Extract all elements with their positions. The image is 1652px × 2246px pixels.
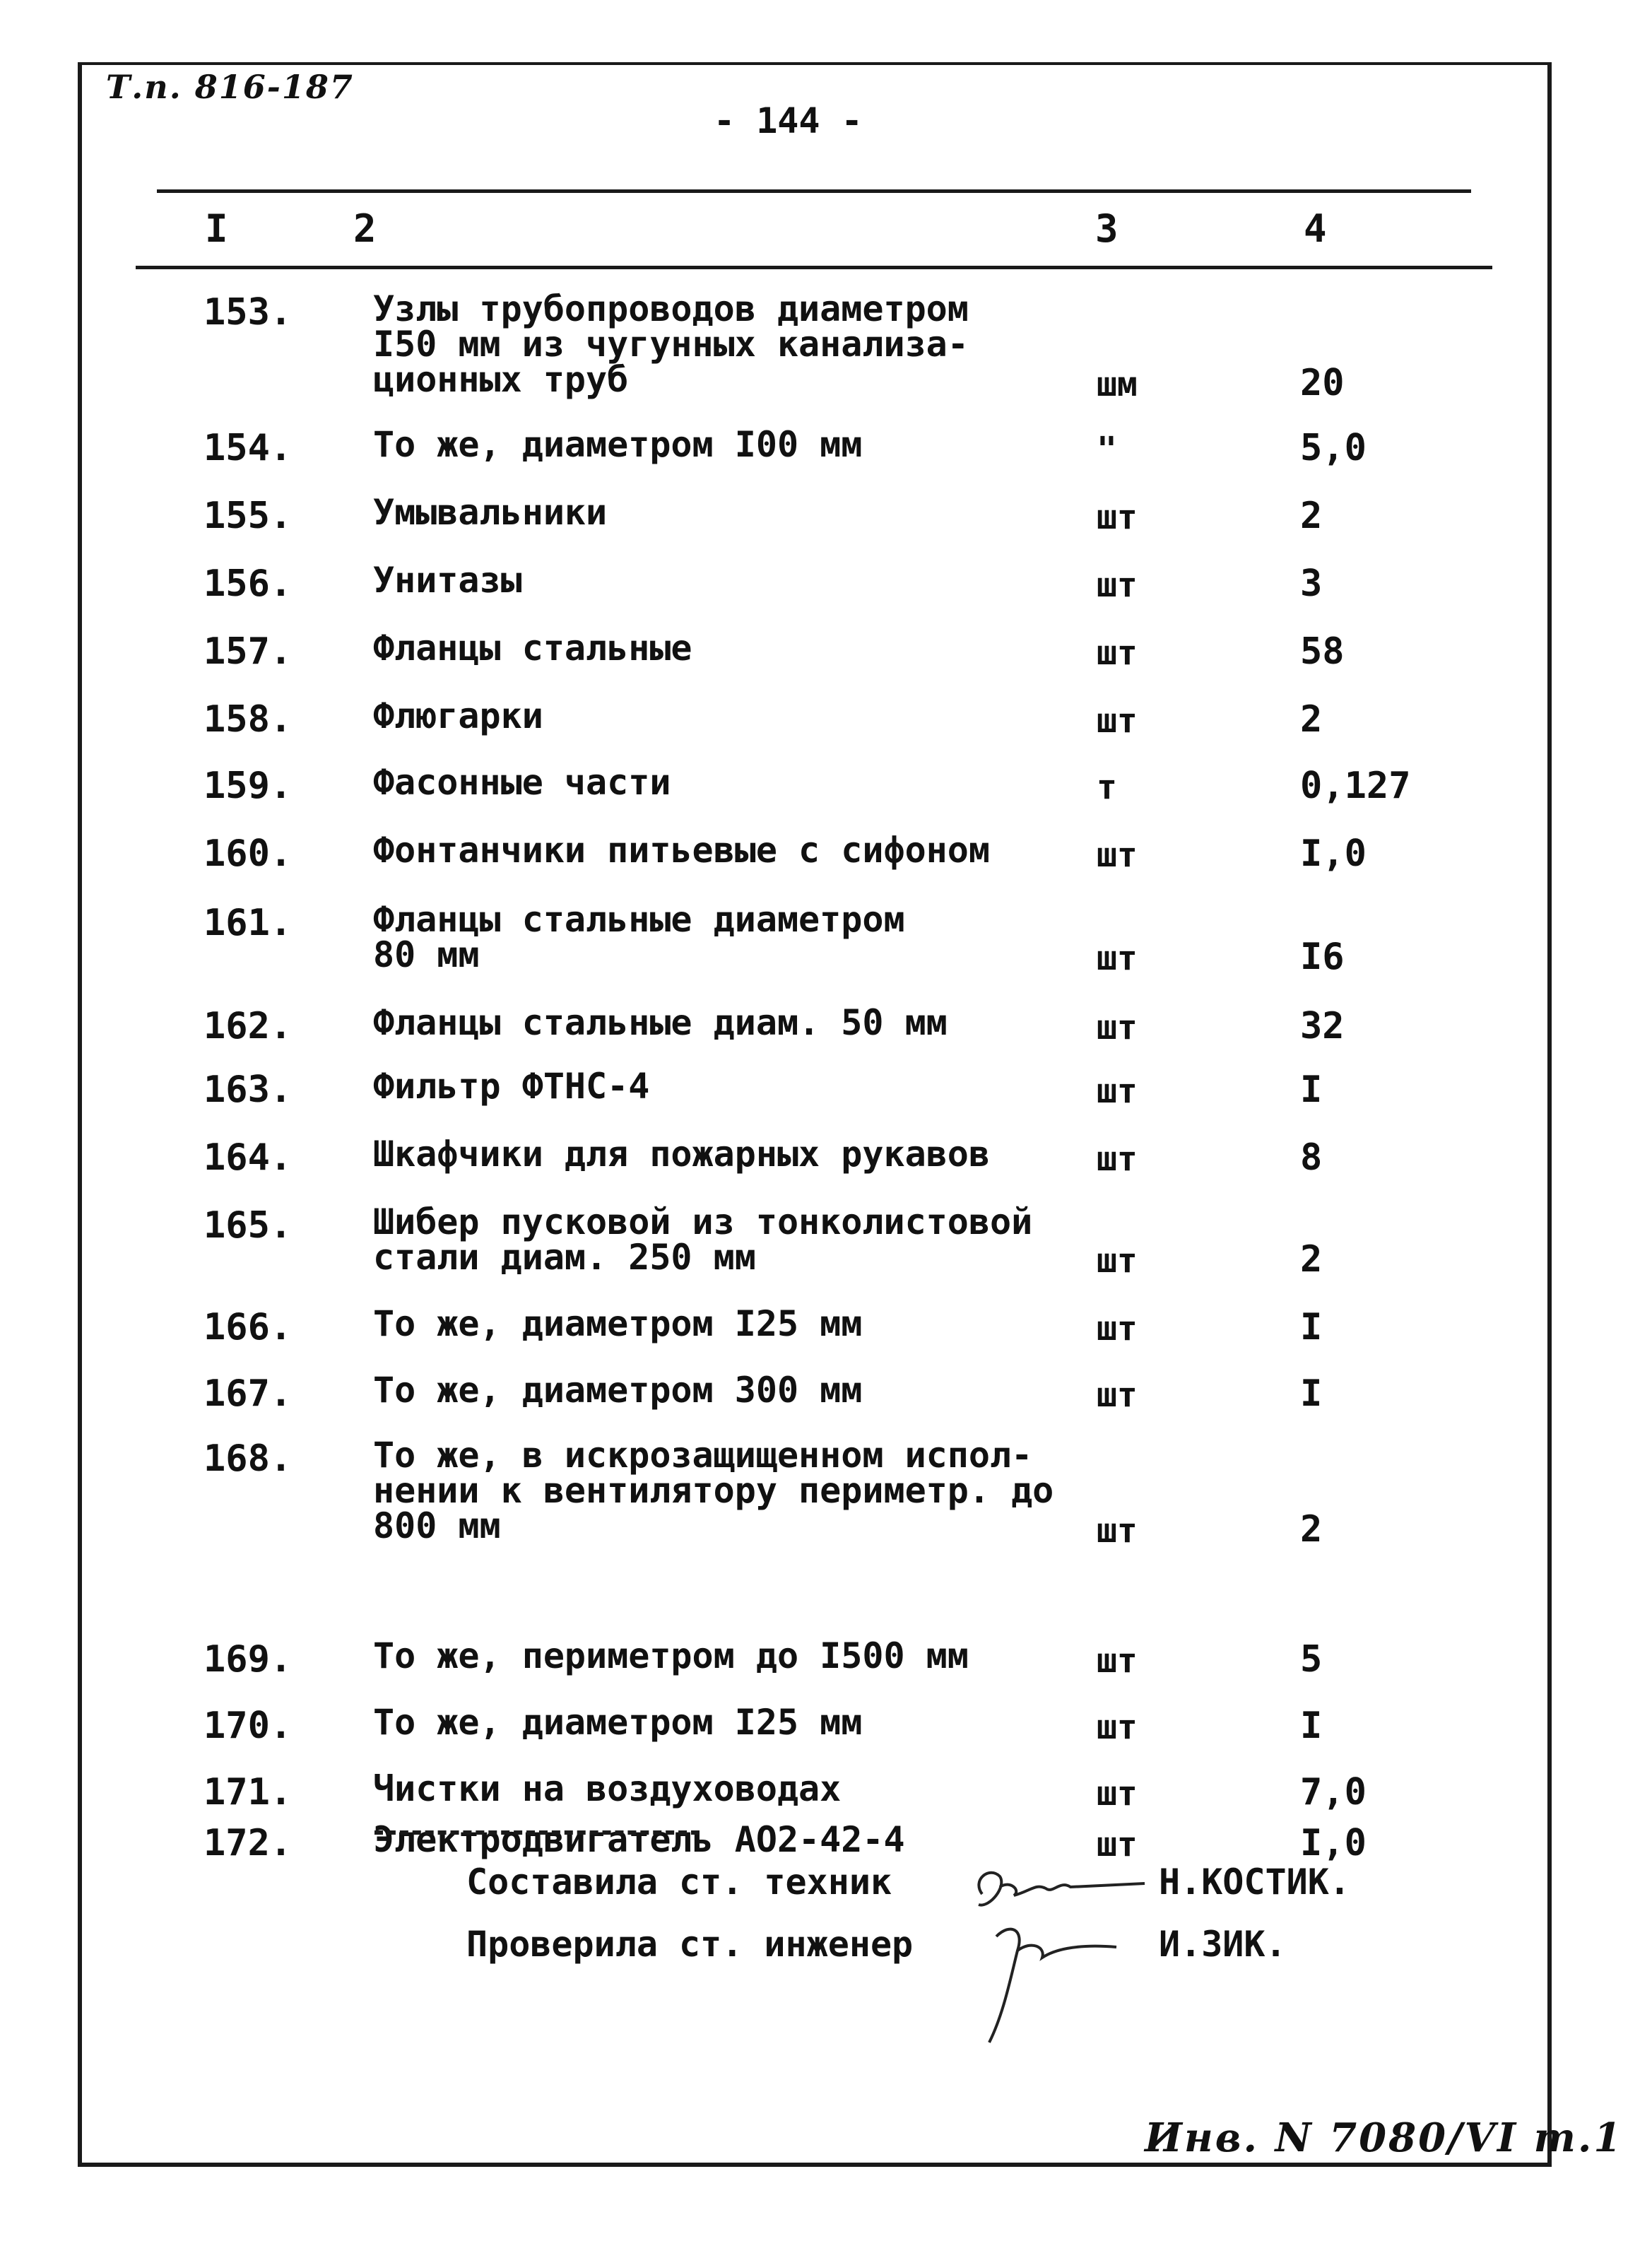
row-number: 168.	[203, 1437, 293, 1480]
row-name: То же, диаметром 300 мм	[373, 1370, 863, 1411]
row-name: Шибер пусковой из тонколистовой стали диам. 250 мм	[373, 1201, 1033, 1278]
row-name: Фланцы стальные	[373, 628, 692, 669]
row-number: 169.	[203, 1638, 293, 1681]
row-quantity: 5,0	[1300, 427, 1367, 469]
column-header-4: 4	[1304, 206, 1327, 251]
row-name: Чистки на воздуховодах	[373, 1768, 842, 1809]
column-header-1: I	[205, 206, 228, 251]
checker-signature	[975, 1908, 1131, 2050]
row-unit: шт	[1097, 1825, 1138, 1864]
column-header-3: 3	[1095, 206, 1119, 251]
row-unit: шт	[1097, 939, 1138, 978]
checker-name: И.ЗИК.	[1159, 1924, 1287, 1965]
row-number: 158.	[203, 698, 293, 741]
row-number: 155.	[203, 495, 293, 537]
table-top-rule	[157, 189, 1471, 193]
row-quantity: 2	[1300, 1508, 1323, 1551]
row-name: Унитазы	[373, 560, 522, 601]
row-quantity: I,0	[1300, 833, 1367, 875]
compiler-name: Н.КОСТИК.	[1159, 1862, 1350, 1903]
row-quantity: 32	[1300, 1005, 1345, 1047]
row-number: 162.	[203, 1005, 293, 1047]
row-unit: т	[1097, 768, 1117, 807]
inventory-number: Инв. N 7080/VI т.1	[1145, 2115, 1624, 2161]
row-unit: шт	[1097, 835, 1138, 875]
row-unit: шт	[1097, 498, 1138, 537]
table-header-rule	[136, 266, 1492, 269]
row-quantity: I	[1300, 1705, 1323, 1747]
row-quantity: I	[1300, 1306, 1323, 1348]
row-quantity: 8	[1300, 1136, 1323, 1179]
row-number: 165.	[203, 1204, 293, 1247]
row-quantity: 7,0	[1300, 1771, 1367, 1813]
row-name: То же, диаметром I25 мм	[373, 1303, 863, 1344]
end-of-list-dashes	[374, 1830, 700, 1835]
row-quantity: I	[1300, 1372, 1323, 1415]
row-unit: шт	[1097, 1641, 1138, 1681]
row-unit: шт	[1097, 1309, 1138, 1348]
row-unit: шт	[1097, 565, 1138, 605]
row-name: Фасонные части	[373, 762, 671, 803]
row-number: 153.	[203, 291, 293, 334]
row-name: Электродвигатель АО2-42-4	[373, 1819, 905, 1860]
row-unit: шт	[1097, 1375, 1138, 1415]
row-unit: шт	[1097, 1139, 1138, 1179]
row-name: То же, диаметром I00 мм	[373, 424, 863, 465]
row-unit: шт	[1097, 1511, 1138, 1551]
row-unit: шт	[1097, 701, 1138, 741]
row-number: 164.	[203, 1136, 293, 1179]
row-quantity: 2	[1300, 495, 1323, 537]
row-number: 154.	[203, 427, 293, 469]
row-name: Шкафчики для пожарных рукавов	[373, 1134, 990, 1175]
row-unit: шт	[1097, 633, 1138, 673]
row-unit: шт	[1097, 1707, 1138, 1747]
compiled-by-label: Составила ст. техник	[466, 1862, 892, 1903]
row-number: 166.	[203, 1306, 293, 1348]
row-quantity: 58	[1300, 630, 1345, 673]
row-name: Фланцы стальные диам. 50 мм	[373, 1002, 948, 1043]
row-number: 159.	[203, 765, 293, 807]
row-name: Флюгарки	[373, 695, 543, 736]
document-code: Т.п. 816-187	[106, 68, 354, 106]
row-unit: шт	[1097, 1071, 1138, 1111]
row-name: Фильтр ФТНС-4	[373, 1066, 650, 1107]
row-number: 157.	[203, 630, 293, 673]
row-name: То же, диаметром I25 мм	[373, 1702, 863, 1743]
row-number: 160.	[203, 833, 293, 875]
row-name: Узлы трубопроводов диаметром I50 мм из чугунных канализа- ционных труб	[373, 288, 969, 400]
row-number: 156.	[203, 563, 293, 605]
row-name: То же, в искрозащищенном испол- нении к вентилятору периметр. до 800 мм	[373, 1435, 1054, 1546]
row-quantity: 5	[1300, 1638, 1323, 1681]
row-unit: шт	[1097, 1008, 1138, 1047]
row-number: 170.	[203, 1705, 293, 1747]
row-unit: шт	[1097, 1774, 1138, 1813]
row-unit: шт	[1097, 1241, 1138, 1281]
row-number: 167.	[203, 1372, 293, 1415]
row-quantity: 0,127	[1300, 765, 1411, 807]
row-name: Фонтанчики питьевые с сифоном	[373, 830, 990, 871]
row-unit: "	[1097, 430, 1117, 469]
row-quantity: 2	[1300, 1238, 1323, 1281]
row-quantity: 20	[1300, 362, 1345, 404]
row-name: То же, периметром до I500 мм	[373, 1635, 969, 1676]
row-name: Фланцы стальные диаметром 80 мм	[373, 899, 905, 975]
row-quantity: 2	[1300, 698, 1323, 741]
row-quantity: 3	[1300, 563, 1323, 605]
row-quantity: I6	[1300, 936, 1345, 978]
row-number: 163.	[203, 1069, 293, 1111]
checked-by-label: Проверила ст. инженер	[466, 1924, 914, 1965]
row-quantity: I	[1300, 1069, 1323, 1111]
row-number: 161.	[203, 902, 293, 944]
page-number: - 144 -	[714, 100, 863, 141]
row-name: Умывальники	[373, 492, 608, 533]
column-header-2: 2	[353, 206, 377, 251]
row-number: 172.	[203, 1822, 293, 1864]
row-unit: шм	[1097, 365, 1138, 404]
row-number: 171.	[203, 1771, 293, 1813]
row-quantity: I,0	[1300, 1822, 1367, 1864]
